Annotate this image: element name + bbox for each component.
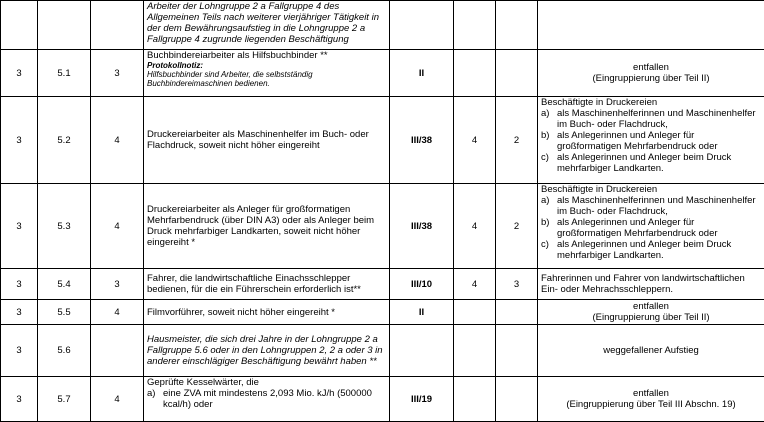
cell-c6 <box>454 377 496 422</box>
list-item: c) als Anlegerinnen und Anleger beim Druck mehrfarbiger Landkarten. <box>541 239 761 261</box>
cell-col3 <box>91 1 144 50</box>
table-row <box>1 50 764 97</box>
cell-c6 <box>454 300 496 325</box>
cell-c7 <box>496 50 538 97</box>
cell-description <box>144 377 390 422</box>
description-text: Buchbindereiarbeiter als Hilfsbuchbinder ** <box>147 50 386 61</box>
cell-col1: 3 <box>1 184 38 269</box>
list-item: b) als Anlegerinnen und Anleger für großformatigen Mehrfarbendruck oder <box>541 130 761 152</box>
cell-col2 <box>38 1 91 50</box>
table-row <box>1 1 764 50</box>
list-item: a) als Maschinenhelferinnen und Maschinenhelfer im Buch- oder Flachdruck, <box>541 195 761 217</box>
cell-col3: 4 <box>91 97 144 184</box>
cell-note <box>538 1 764 50</box>
cell-group: II <box>390 300 454 325</box>
cell-description: Arbeiter der Lohngruppe 2 a Fallgruppe 4 des Allgemeinen Teils nach weiterer vierjähriger Tätigkeit in der dem Bewährungsaufstieg in die Lohngruppe 2 a Fallgruppe 4 zugrunde liegenden Beschäftigung <box>144 1 390 50</box>
cell-c7: 3 <box>496 269 538 300</box>
cell-c6: 4 <box>454 184 496 269</box>
list-item: b) als Anlegerinnen und Anleger für großformatigen Mehrfarbendruck oder <box>541 217 761 239</box>
cell-group <box>390 325 454 377</box>
list-item: a) als Maschinenhelferinnen und Maschinenhelfer im Buch- oder Flachdruck, <box>541 108 761 130</box>
list-item: c) als Anlegerinnen und Anleger beim Druck mehrfarbiger Landkarten. <box>541 152 761 174</box>
cell-col3: 3 <box>91 50 144 97</box>
cell-col3: 4 <box>91 377 144 422</box>
cell-col3 <box>91 325 144 377</box>
cell-col2: 5.4 <box>38 269 91 300</box>
cell-description: Hausmeister, die sich drei Jahre in der Lohngruppe 2 a Fallgruppe 5.6 oder in den Lohngruppen 2, 2 a oder 3 in anderer einschlägiger Beschäftigung bewährt haben ** <box>144 325 390 377</box>
protocol-note-text: Hilfsbuchbinder sind Arbeiter, die selbstständig Buchbindereimaschinen bedienen. <box>147 70 386 88</box>
cell-note <box>538 50 764 97</box>
cell-col1 <box>1 1 38 50</box>
cell-group <box>390 1 454 50</box>
note-line2: (Eingruppierung über Teil III Abschn. 19) <box>541 399 761 410</box>
table-row <box>1 300 764 325</box>
note-heading: Beschäftigte in Druckereien <box>541 184 761 195</box>
cell-c6 <box>454 50 496 97</box>
cell-col1: 3 <box>1 325 38 377</box>
cell-c7 <box>496 325 538 377</box>
cell-note <box>538 97 764 184</box>
cell-note <box>538 300 764 325</box>
cell-col3: 3 <box>91 269 144 300</box>
note-line1: entfallen <box>541 301 761 312</box>
cell-c6: 4 <box>454 269 496 300</box>
cell-note <box>538 377 764 422</box>
cell-group: III/38 <box>390 97 454 184</box>
table-row <box>1 377 764 422</box>
table-row <box>1 97 764 184</box>
cell-col1: 3 <box>1 300 38 325</box>
cell-col1: 3 <box>1 377 38 422</box>
cell-description: Druckereiarbeiter als Maschinenhelfer im Buch- oder Flachdruck, soweit nicht höher eingereiht <box>144 97 390 184</box>
cell-col1: 3 <box>1 50 38 97</box>
cell-col2: 5.1 <box>38 50 91 97</box>
note-heading: Beschäftigte in Druckereien <box>541 97 761 108</box>
cell-col3: 4 <box>91 184 144 269</box>
cell-c6 <box>454 325 496 377</box>
cell-description: Filmvorführer, soweit nicht höher eingereiht * <box>144 300 390 325</box>
cell-description <box>144 50 390 97</box>
cell-col2: 5.6 <box>38 325 91 377</box>
note-line2: (Eingruppierung über Teil II) <box>541 312 761 323</box>
cell-c7 <box>496 300 538 325</box>
cell-c7: 2 <box>496 184 538 269</box>
note-line1: entfallen <box>541 388 761 399</box>
cell-c7 <box>496 377 538 422</box>
cell-note <box>538 184 764 269</box>
cell-col2: 5.5 <box>38 300 91 325</box>
cell-c6: 4 <box>454 97 496 184</box>
table-row <box>1 325 764 377</box>
note-line1: entfallen <box>541 62 761 73</box>
cell-description: Fahrer, die landwirtschaftliche Einachsschlepper bedienen, für die ein Führerschein erforderlich ist** <box>144 269 390 300</box>
cell-c7: 2 <box>496 97 538 184</box>
cell-col1: 3 <box>1 97 38 184</box>
cell-group: III/19 <box>390 377 454 422</box>
cell-note: Fahrerinnen und Fahrer von landwirtschaftlichen Ein- oder Mehrachsschleppern. <box>538 269 764 300</box>
cell-group: II <box>390 50 454 97</box>
cell-group: III/38 <box>390 184 454 269</box>
cell-note: weggefallener Aufstieg <box>538 325 764 377</box>
table-row <box>1 184 764 269</box>
cell-col2: 5.7 <box>38 377 91 422</box>
cell-col1: 3 <box>1 269 38 300</box>
cell-col2: 5.2 <box>38 97 91 184</box>
cell-group: III/10 <box>390 269 454 300</box>
protocol-note-label: Protokollnotiz: <box>147 61 386 70</box>
table-row <box>1 269 764 300</box>
description-heading: Geprüfte Kesselwärter, die <box>147 377 386 388</box>
note-line2: (Eingruppierung über Teil II) <box>541 73 761 84</box>
cell-c7 <box>496 1 538 50</box>
cell-col2: 5.3 <box>38 184 91 269</box>
list-item: a) eine ZVA mit mindestens 2,093 Mio. kJ/h (500000 kcal/h) oder <box>147 388 386 410</box>
cell-c6 <box>454 1 496 50</box>
cell-col3: 4 <box>91 300 144 325</box>
cell-description: Druckereiarbeiter als Anleger für großformatigen Mehrfarbendruck (über DIN A3) oder als Anleger beim Druck mehrfarbiger Landkarten, soweit nicht höher eingereiht * <box>144 184 390 269</box>
